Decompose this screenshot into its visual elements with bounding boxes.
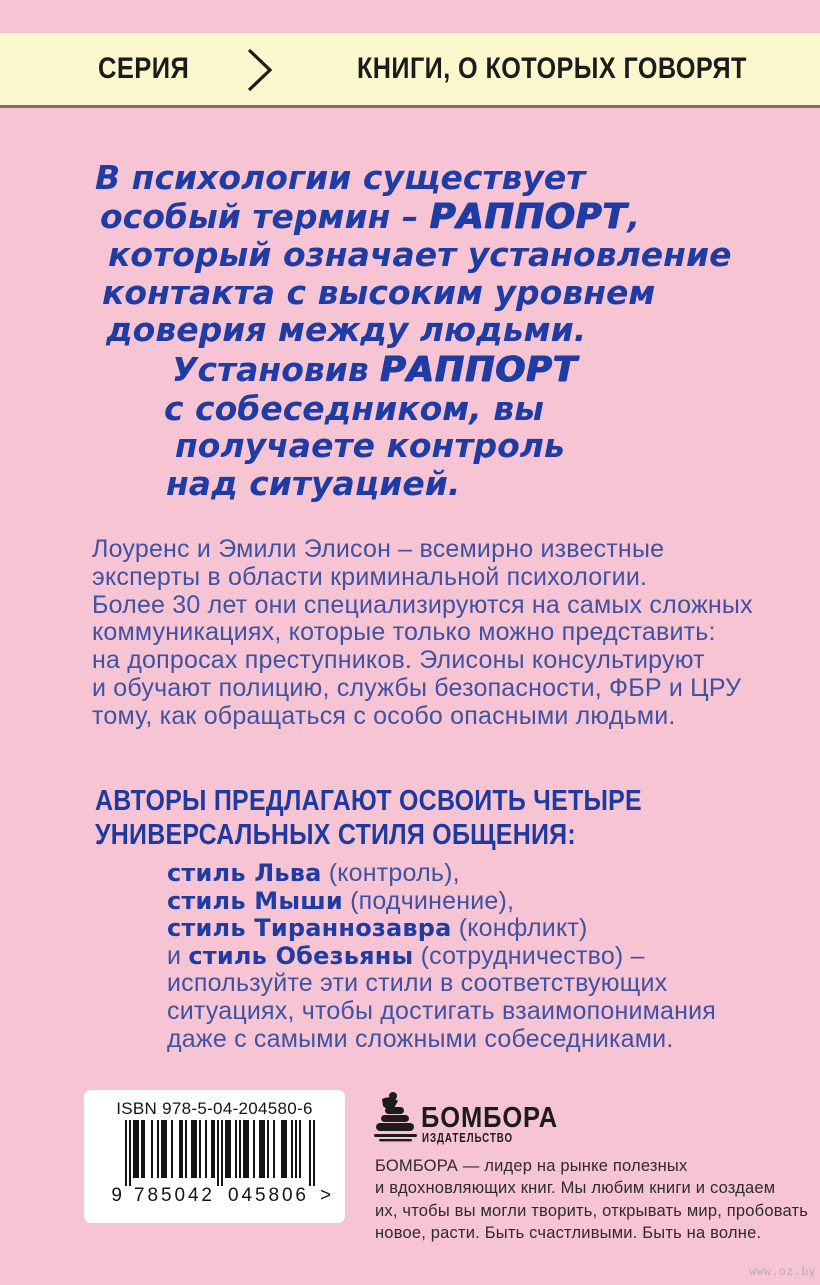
headline-line: над ситуацией. <box>166 463 461 503</box>
text-line: коммуникациях, которые только можно представить: <box>92 618 716 647</box>
headline-line: контакта с высоким уровнем <box>102 272 656 312</box>
text-line: на допросах преступников. Элисоны консультируют <box>92 646 705 675</box>
series-banner <box>0 33 820 108</box>
styles-section-heading <box>95 785 731 852</box>
heading-line: АВТОРЫ ПРЕДЛАГАЮТ ОСВОИТЬ ЧЕТЫРЕ <box>95 785 642 817</box>
headline-line: с собеседником, вы <box>164 388 545 428</box>
ean13-barcode <box>96 1120 336 1208</box>
isbn-number: ISBN 978-5-04-204580-6 <box>116 1099 313 1118</box>
heading-line: УНИВЕРСАЛЬНЫХ СТИЛЯ ОБЩЕНИЯ: <box>95 818 576 851</box>
list-item: стиль Тираннозавра (конфликт) <box>167 914 588 943</box>
text-line: их, чтобы вы могли творить, открывать мир, пробовать <box>375 1201 809 1220</box>
text-line: Лоуренс и Эмили Элисон – всемирно известные <box>92 535 665 563</box>
publisher-subtitle: ИЗДАТЕЛЬСТВО <box>422 1131 514 1145</box>
list-item: стиль Льва (контроль), <box>167 859 460 887</box>
barcode-digit: 9 <box>111 1185 122 1206</box>
authors-description <box>92 536 753 731</box>
headline-line: В психологии существует <box>95 158 586 197</box>
headline-rapport-control <box>164 351 578 502</box>
rapport-term: РАППОРТ <box>380 350 578 390</box>
text-line: Более 30 лет они специализируются на самых сложных <box>92 590 753 619</box>
headline-rapport-definition <box>95 159 731 349</box>
text-line: эксперты в области криминальной психологии. <box>92 562 648 591</box>
list-item: стиль Мыши (подчинение), <box>167 886 515 915</box>
surfer-on-waves-icon <box>374 1091 418 1148</box>
publisher-description <box>375 1155 808 1245</box>
headline-line: особый термин – РАППОРТ, <box>100 196 641 237</box>
barcode-digits: 045806 <box>228 1185 306 1206</box>
isbn-barcode-box <box>84 1090 345 1223</box>
communication-styles-list <box>167 860 716 1053</box>
list-item: и стиль Обезьяны (сотрудничество) – <box>167 941 645 970</box>
chevron-right-icon <box>246 47 274 98</box>
list-item: ситуациях, чтобы достигать взаимопонимания <box>167 996 717 1025</box>
list-item: используйте эти стили в соответствующих <box>167 969 668 998</box>
text-line: и вдохновляющих книг. Мы любим книги и создаем <box>375 1179 776 1198</box>
text-line: БОМБОРА — лидер на рынке полезных <box>375 1157 688 1175</box>
text-line: новое, расти. Быть счастливыми. Быть на волне. <box>375 1224 762 1243</box>
headline-line: доверия между людьми. <box>106 310 587 349</box>
headline-line: который означает установление <box>108 235 732 274</box>
headline-line: получаете контроль <box>175 426 565 465</box>
barcode-digits: 785042 <box>134 1185 212 1206</box>
publisher-name: БОМБОРА <box>421 1102 559 1134</box>
barcode-bars <box>125 1120 315 1186</box>
list-item: даже с самыми сложными собеседниками. <box>167 1024 674 1053</box>
text-line: и обучают полицию, службы безопасности, ФБР и ЦРУ <box>92 673 742 702</box>
series-label: СЕРИЯ <box>98 52 190 85</box>
headline-line: Установив РАППОРТ <box>172 350 578 390</box>
rapport-term: РАППОРТ <box>429 196 628 237</box>
text-line: тому, как обращаться с особо опасными людьми. <box>92 701 676 730</box>
series-title: КНИГИ, О КОТОРЫХ ГОВОРЯТ <box>357 52 747 85</box>
oz-by-watermark: www.oz.by <box>749 1264 816 1278</box>
barcode-digit: > <box>320 1185 332 1206</box>
